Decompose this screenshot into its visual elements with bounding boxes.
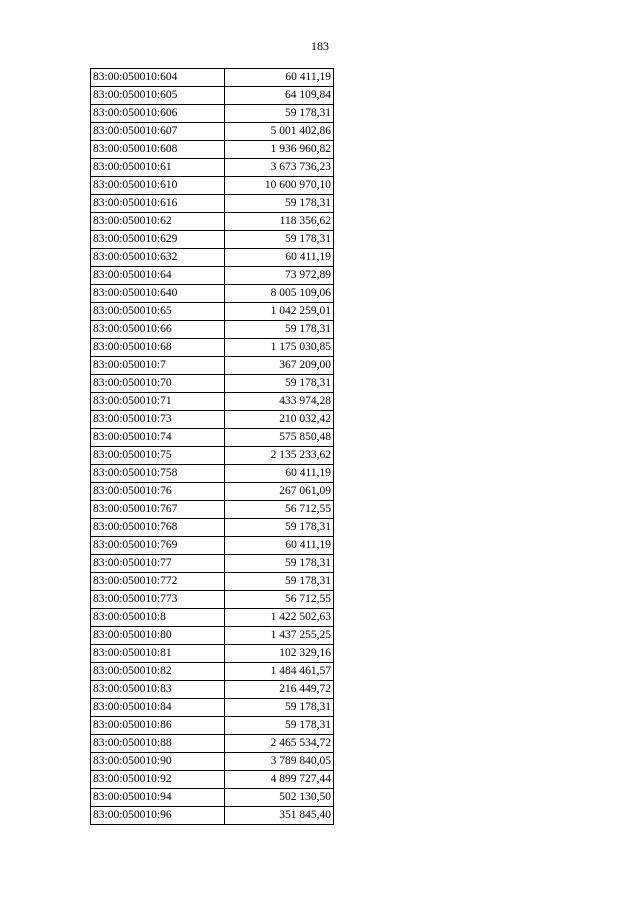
cadastral-number-cell: 83:00:050010:76 [91,483,225,501]
table-row [91,519,334,537]
table-row [91,447,334,465]
table-row [91,591,334,609]
table-row [91,789,334,807]
table-row [91,123,334,141]
cadastral-number-cell: 83:00:050010:80 [91,627,225,645]
value-cell: 2 465 534,72 [225,735,334,753]
cadastral-number-cell: 83:00:050010:772 [91,573,225,591]
cadastral-number-cell: 83:00:050010:96 [91,807,225,825]
value-cell: 4 899 727,44 [225,771,334,789]
table-row [91,573,334,591]
cadastral-number-cell: 83:00:050010:92 [91,771,225,789]
cadastral-number-cell: 83:00:050010:768 [91,519,225,537]
table-row [91,195,334,213]
value-cell: 56 712,55 [225,501,334,519]
table-row [91,609,334,627]
cadastral-number-cell: 83:00:050010:65 [91,303,225,321]
cadastral-number-cell: 83:00:050010:84 [91,699,225,717]
table-row [91,141,334,159]
table-row [91,87,334,105]
cadastral-number-cell: 83:00:050010:82 [91,663,225,681]
value-cell: 59 178,31 [225,231,334,249]
table-row [91,303,334,321]
table-row [91,285,334,303]
value-cell: 8 005 109,06 [225,285,334,303]
value-cell: 59 178,31 [225,573,334,591]
cadastral-number-cell: 83:00:050010:74 [91,429,225,447]
cadastral-number-cell: 83:00:050010:81 [91,645,225,663]
value-cell: 10 600 970,10 [225,177,334,195]
value-cell: 5 001 402,86 [225,123,334,141]
table-row [91,105,334,123]
cadastral-number-cell: 83:00:050010:604 [91,69,225,87]
table-row [91,807,334,825]
cadastral-number-cell: 83:00:050010:640 [91,285,225,303]
value-cell: 210 032,42 [225,411,334,429]
table-row [91,501,334,519]
cadastral-number-cell: 83:00:050010:769 [91,537,225,555]
cadastral-number-cell: 83:00:050010:8 [91,609,225,627]
value-cell: 1 437 255,25 [225,627,334,645]
value-cell: 267 061,09 [225,483,334,501]
value-cell: 59 178,31 [225,555,334,573]
table-row [91,771,334,789]
cadastral-number-cell: 83:00:050010:616 [91,195,225,213]
value-cell: 2 135 233,62 [225,447,334,465]
value-cell: 502 130,50 [225,789,334,807]
value-cell: 60 411,19 [225,249,334,267]
cadastral-number-cell: 83:00:050010:62 [91,213,225,231]
table-row [91,321,334,339]
table-row [91,717,334,735]
table-row [91,681,334,699]
cadastral-number-cell: 83:00:050010:75 [91,447,225,465]
cadastral-number-cell: 83:00:050010:90 [91,753,225,771]
cadastral-number-cell: 83:00:050010:608 [91,141,225,159]
value-cell: 59 178,31 [225,321,334,339]
value-cell: 59 178,31 [225,519,334,537]
value-cell: 1 175 030,85 [225,339,334,357]
value-cell: 60 411,19 [225,69,334,87]
cadastral-value-table [90,68,334,825]
table-row [91,375,334,393]
value-cell: 59 178,31 [225,717,334,735]
cadastral-number-cell: 83:00:050010:606 [91,105,225,123]
value-cell: 59 178,31 [225,105,334,123]
cadastral-number-cell: 83:00:050010:68 [91,339,225,357]
value-cell: 60 411,19 [225,537,334,555]
value-cell: 102 329,16 [225,645,334,663]
table-row [91,429,334,447]
value-cell: 59 178,31 [225,375,334,393]
cadastral-number-cell: 83:00:050010:73 [91,411,225,429]
cadastral-number-cell: 83:00:050010:88 [91,735,225,753]
cadastral-number-cell: 83:00:050010:605 [91,87,225,105]
value-cell: 433 974,28 [225,393,334,411]
table-row [91,753,334,771]
value-cell: 56 712,55 [225,591,334,609]
cadastral-number-cell: 83:00:050010:83 [91,681,225,699]
table-row [91,393,334,411]
value-cell: 1 484 461,57 [225,663,334,681]
table-row [91,357,334,375]
cadastral-number-cell: 83:00:050010:64 [91,267,225,285]
value-cell: 216 449,72 [225,681,334,699]
cadastral-number-cell: 83:00:050010:629 [91,231,225,249]
table-row [91,411,334,429]
cadastral-number-cell: 83:00:050010:7 [91,357,225,375]
value-cell: 118 356,62 [225,213,334,231]
cadastral-number-cell: 83:00:050010:767 [91,501,225,519]
table-row [91,267,334,285]
cadastral-number-cell: 83:00:050010:758 [91,465,225,483]
value-cell: 59 178,31 [225,195,334,213]
value-cell: 3 789 840,05 [225,753,334,771]
cadastral-number-cell: 83:00:050010:77 [91,555,225,573]
cadastral-number-cell: 83:00:050010:773 [91,591,225,609]
value-cell: 73 972,89 [225,267,334,285]
cadastral-number-cell: 83:00:050010:70 [91,375,225,393]
table-row [91,465,334,483]
value-cell: 59 178,31 [225,699,334,717]
table-row [91,249,334,267]
table-row [91,645,334,663]
value-cell: 1 936 960,82 [225,141,334,159]
value-cell: 64 109,84 [225,87,334,105]
value-cell: 60 411,19 [225,465,334,483]
page-number: 183 [311,39,329,53]
table-row [91,627,334,645]
table-row [91,699,334,717]
table-row [91,555,334,573]
table-row [91,735,334,753]
table-row [91,177,334,195]
value-cell: 367 209,00 [225,357,334,375]
cadastral-number-cell: 83:00:050010:610 [91,177,225,195]
value-cell: 575 850,48 [225,429,334,447]
table-row [91,231,334,249]
value-cell: 3 673 736,23 [225,159,334,177]
value-cell: 351 845,40 [225,807,334,825]
table-row [91,159,334,177]
cadastral-number-cell: 83:00:050010:86 [91,717,225,735]
table-row [91,339,334,357]
table-row [91,213,334,231]
value-cell: 1 042 259,01 [225,303,334,321]
cadastral-number-cell: 83:00:050010:61 [91,159,225,177]
cadastral-number-cell: 83:00:050010:66 [91,321,225,339]
cadastral-number-cell: 83:00:050010:632 [91,249,225,267]
table-row [91,483,334,501]
table-body [91,69,334,825]
cadastral-number-cell: 83:00:050010:607 [91,123,225,141]
cadastral-number-cell: 83:00:050010:71 [91,393,225,411]
table-row [91,663,334,681]
table-row [91,69,334,87]
table-row [91,537,334,555]
value-cell: 1 422 502,63 [225,609,334,627]
cadastral-number-cell: 83:00:050010:94 [91,789,225,807]
